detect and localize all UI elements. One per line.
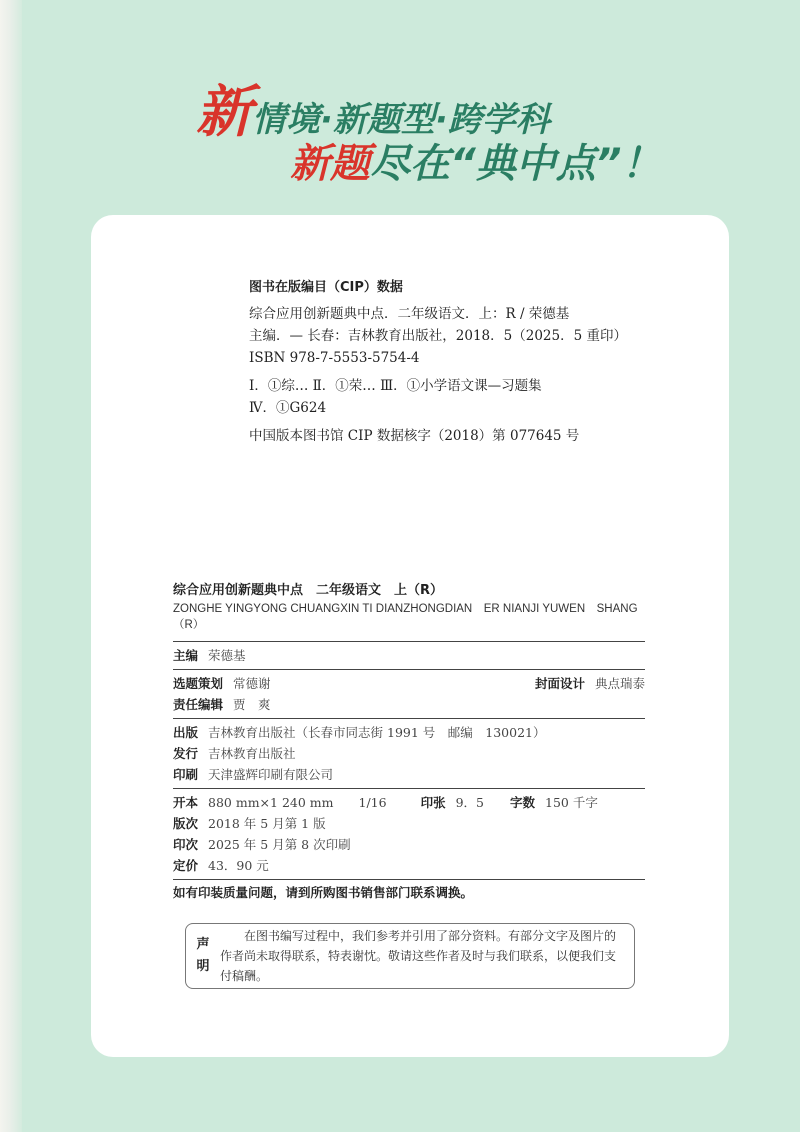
cip-classification: [249, 375, 669, 419]
slogan-line-2: [290, 132, 662, 189]
chief-editor-value: 荣德基: [208, 648, 246, 663]
responsible-editor-value: 贾 爽: [233, 697, 271, 712]
printer-value: 天津盛辉印刷有限公司: [208, 767, 334, 782]
cip-isbn: ISBN 978-7-5553-5754-4: [249, 350, 420, 366]
cip-record-line-1: 综合应用创新题典中点．二年级语文．上：R / 荣德基: [249, 306, 570, 322]
edition-label: 版次: [173, 816, 199, 831]
publisher-value: 吉林教育出版社（长春市同志街 1991 号 邮编 130021）: [208, 725, 546, 740]
statement-box: [185, 923, 635, 989]
cip-check-number: 中国版本图书馆 CIP 数据核字（2018）第 077645 号: [249, 428, 580, 444]
planner-label: 选题策划: [173, 676, 224, 691]
format-label: 开本: [173, 795, 199, 810]
quality-notice: 如有印装质量问题，请到所购图书销售部门联系调换。: [173, 885, 474, 900]
publishing-section: [173, 719, 645, 788]
slogan-banner: [0, 0, 800, 200]
cip-data-block: [249, 277, 669, 447]
price-value: 43．90 元: [208, 858, 269, 873]
sheets-value: 9．5: [455, 795, 484, 810]
planner-value: 常德谢: [233, 676, 271, 691]
specs-section: [173, 789, 645, 879]
printing-label: 印次: [173, 837, 199, 852]
word-count-value: 150 千字: [545, 795, 598, 810]
book-title-pinyin: ZONGHE YINGYONG CHUANGXIN TI DIANZHONGDIAN ER NIANJI YUWEN SHANG（R）: [173, 603, 638, 631]
responsible-editor-label: 责任编辑: [173, 697, 224, 712]
statement-text: 在图书编写过程中，我们参考并引用了部分资料。有部分文字及图片的作者尚未取得联系，特表谢忱。敬请这些作者及时与我们联系，以便我们支付稿酬。: [220, 929, 617, 983]
book-title: 综合应用创新题典中点 二年级语文 上（R）: [173, 583, 444, 598]
cover-design-value: 典点瑞泰: [594, 676, 645, 691]
word-count-label: 字数: [509, 795, 535, 810]
chief-editor-section: [173, 642, 645, 669]
slogan-new-char: 新: [196, 80, 252, 145]
cip-classification-line-2: Ⅳ．①G624: [249, 400, 327, 416]
copyright-page-card: [91, 215, 729, 1057]
format-value: 880 mm×1 240 mm 1/16: [208, 795, 387, 810]
printing-value: 2025 年 5 月第 8 次印刷: [208, 837, 351, 852]
distributor-value: 吉林教育出版社: [208, 746, 296, 761]
statement-tag: 声明: [196, 937, 210, 974]
slogan-new-topic: 新题: [290, 141, 370, 187]
slogan-line-1-text: 情境·新题型·跨学科: [252, 100, 550, 140]
book-info-block: [173, 581, 645, 904]
publisher-label: 出版: [173, 725, 199, 740]
sheets-label: 印张: [420, 795, 446, 810]
editors-section: [173, 670, 645, 718]
cip-record-line-2: 主编．— 长春：吉林教育出版社，2018．5（2025．5 重印）: [249, 328, 627, 344]
cover-design-label: 封面设计: [534, 676, 585, 691]
edition-value: 2018 年 5 月第 1 版: [208, 816, 326, 831]
divider: [173, 879, 645, 880]
cip-title: 图书在版编目（CIP）数据: [249, 280, 403, 295]
cip-record: [249, 303, 669, 369]
cip-classification-line-1: Ⅰ．①综… Ⅱ．①荣… Ⅲ．①小学语文课—习题集: [249, 378, 542, 394]
chief-editor-label: 主编: [173, 648, 199, 663]
printer-label: 印刷: [173, 767, 199, 782]
price-label: 定价: [173, 858, 199, 873]
distributor-label: 发行: [173, 746, 199, 761]
slogan-line-2-text: 尽在“典中点”！: [370, 141, 662, 187]
